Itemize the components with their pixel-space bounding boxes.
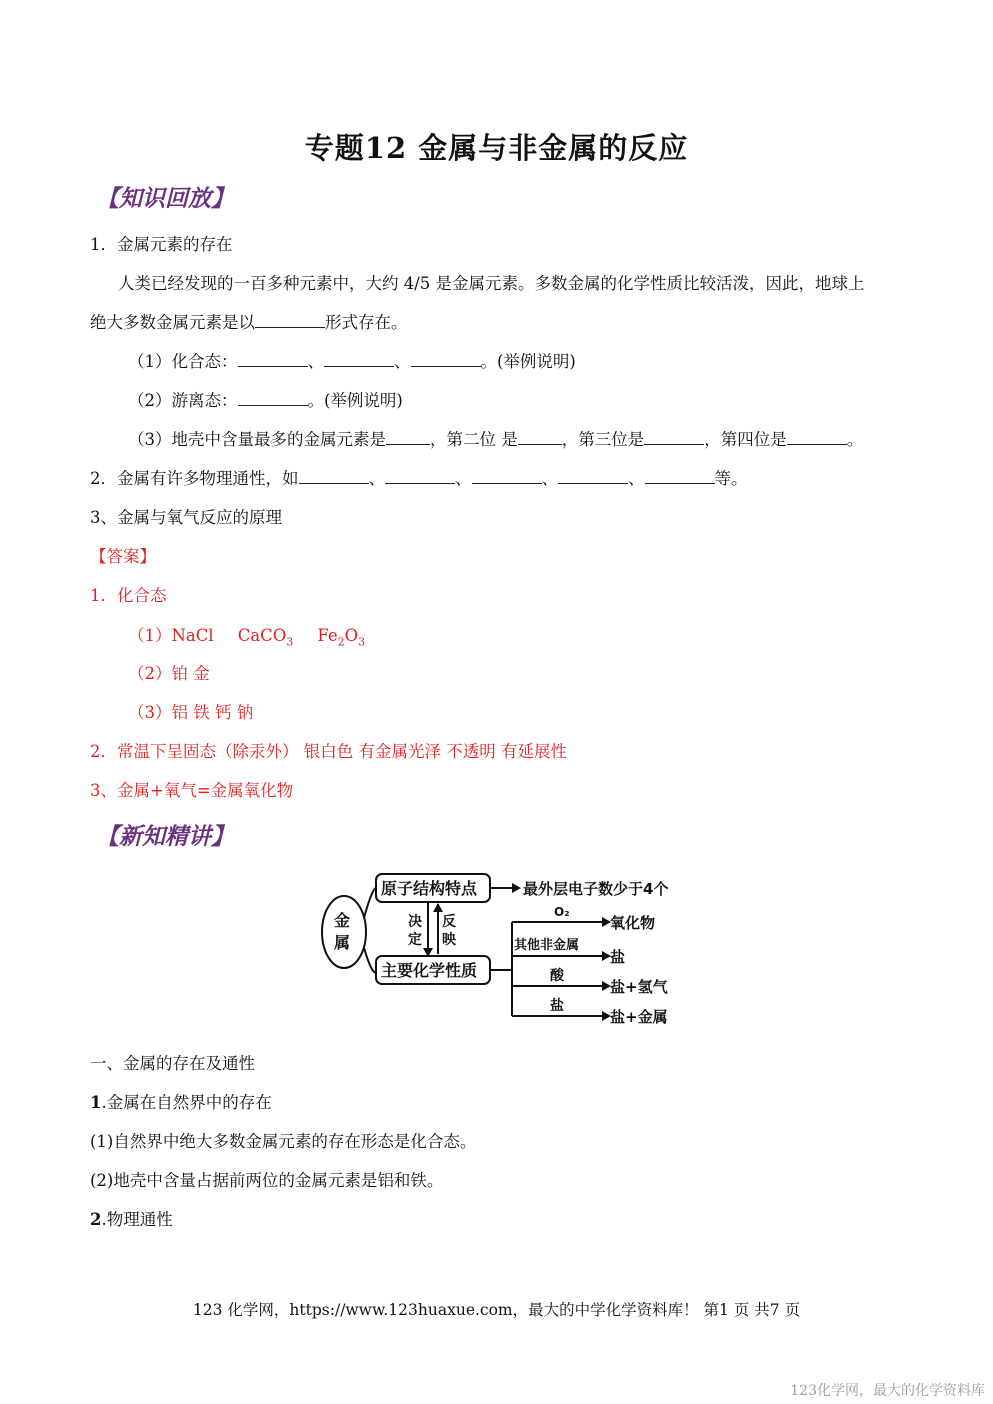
s1-1-b: (2)地壳中含量占据前两位的金属元素是铝和铁。 xyxy=(90,1171,444,1190)
reflect-label: 反 xyxy=(442,914,456,930)
answer-1: 1．化合态 xyxy=(90,586,167,605)
s1-heading: 一、金属的存在及通性 xyxy=(90,1054,255,1073)
formula-nacl: （1）NaCl xyxy=(128,626,214,645)
separator: 、 xyxy=(394,352,411,371)
answer-1-2: （2）铂 金 xyxy=(128,664,210,683)
decide-label: 决 xyxy=(408,914,422,930)
blank-field xyxy=(518,428,562,445)
blank-field xyxy=(386,428,430,445)
blank-field xyxy=(472,467,542,484)
q1-text: 形式存在。 xyxy=(325,313,408,332)
q1-3-text: 。 xyxy=(846,430,864,449)
salt-label: 盐 xyxy=(610,948,626,966)
connector-bottom xyxy=(364,948,376,972)
salt-reactant-label: 盐 xyxy=(550,998,564,1014)
metal-label: 属 xyxy=(334,933,351,952)
metal-properties-diagram xyxy=(318,866,698,1028)
q1-heading: 1．金属元素的存在 xyxy=(90,235,233,254)
q1-3-text: ，第四位是 xyxy=(704,430,787,449)
s1-1-heading: 1.金属在自然界中的存在 xyxy=(90,1093,272,1112)
q1-paragraph: 人类已经发现的一百多种元素中，大约 4/5 是金属元素。多数金属的化学性质比较活泼，因此，地球上 xyxy=(118,274,865,293)
q1-1-line xyxy=(128,348,576,372)
q2-text: 2．金属有许多物理通性，如 xyxy=(90,469,299,488)
metal-label: 金 xyxy=(334,911,351,930)
separator: 、 xyxy=(628,469,645,488)
formula-caco3: CaCO$_3$ xyxy=(237,626,294,649)
formula-fe2o3: $Fe_2O_3$ xyxy=(317,626,366,649)
watermark: 123化学网，最大的化学资料库 xyxy=(790,1383,985,1399)
s1-1-a: (1)自然界中绝大多数金属元素的存在形态是化合态。 xyxy=(90,1132,477,1151)
nonmetal-label: 其他非金属 xyxy=(514,938,580,953)
q1-3-line xyxy=(128,426,863,450)
acid-label: 酸 xyxy=(550,968,564,984)
q1-2-label: （2）游离态： xyxy=(128,391,238,410)
blank-field xyxy=(558,467,628,484)
answer-3: 3、金属+氧气=金属氧化物 xyxy=(90,781,294,800)
blank-field xyxy=(645,467,715,484)
blank-field xyxy=(385,467,455,484)
blank-field xyxy=(324,350,394,367)
q1-3-text: （3）地壳中含量最多的金属元素是 xyxy=(128,430,386,449)
separator: 、 xyxy=(541,469,558,488)
blank-field xyxy=(644,428,704,445)
separator: 、 xyxy=(307,352,324,371)
q1-3-text: ，第三位是 xyxy=(561,430,645,449)
page-footer: 123 化学网，https://www.123huaxue.com，最大的中学化学资料库！ 第1 页 共7 页 xyxy=(192,1301,801,1319)
decide-label: 定 xyxy=(408,932,422,948)
reflect-label: 映 xyxy=(442,932,456,948)
separator: 、 xyxy=(455,469,472,488)
q1-3-text: ，第二位 是 xyxy=(430,430,518,449)
blank-field xyxy=(238,350,308,367)
blank-field xyxy=(255,311,325,328)
q1-1-label: （1）化合态： xyxy=(128,352,238,371)
q1-2-tail: 。(举例说明) xyxy=(307,391,403,410)
blank-field xyxy=(238,389,308,406)
q2-line xyxy=(90,465,748,489)
blank-field xyxy=(787,428,847,445)
salt-metal-label: 盐+金属 xyxy=(610,1008,668,1026)
structure-label: 原子结构特点 xyxy=(381,879,478,898)
q1-2-line xyxy=(128,387,403,411)
salt-h2-label: 盐+氢气 xyxy=(610,978,668,996)
answer-heading: 【答案】 xyxy=(90,547,156,566)
q1-1-tail: 。(举例说明) xyxy=(480,352,576,371)
answer-1-3: （3）铝 铁 钙 钠 xyxy=(128,703,254,722)
chem-label: 主要化学性质 xyxy=(381,961,478,980)
q2-text: 等。 xyxy=(714,469,748,488)
blank-field xyxy=(411,350,481,367)
q1-text: 绝大多数金属元素是以 xyxy=(90,313,255,332)
outer-electron-label: 最外层电子数少于4个 xyxy=(523,880,669,898)
connector-top xyxy=(364,888,376,918)
separator: 、 xyxy=(368,469,385,488)
section-new-knowledge: 【新知精讲】 xyxy=(96,823,234,850)
blank-field xyxy=(299,467,369,484)
oxide-label: 氧化物 xyxy=(610,914,656,932)
answer-1-1 xyxy=(128,622,365,648)
o2-label: O₂ xyxy=(554,905,570,919)
q3-line: 3、金属与氧气反应的原理 xyxy=(90,508,282,527)
s1-2-heading: 2.物理通性 xyxy=(90,1210,173,1229)
section-knowledge-review: 【知识回放】 xyxy=(96,185,234,212)
page-title: 专题12 金属与非金属的反应 xyxy=(304,131,689,165)
metal-ellipse xyxy=(322,896,366,968)
q1-paragraph-line2 xyxy=(90,309,408,333)
answer-2: 2．常温下呈固态（除汞外） 银白色 有金属光泽 不透明 有延展性 xyxy=(90,742,567,761)
